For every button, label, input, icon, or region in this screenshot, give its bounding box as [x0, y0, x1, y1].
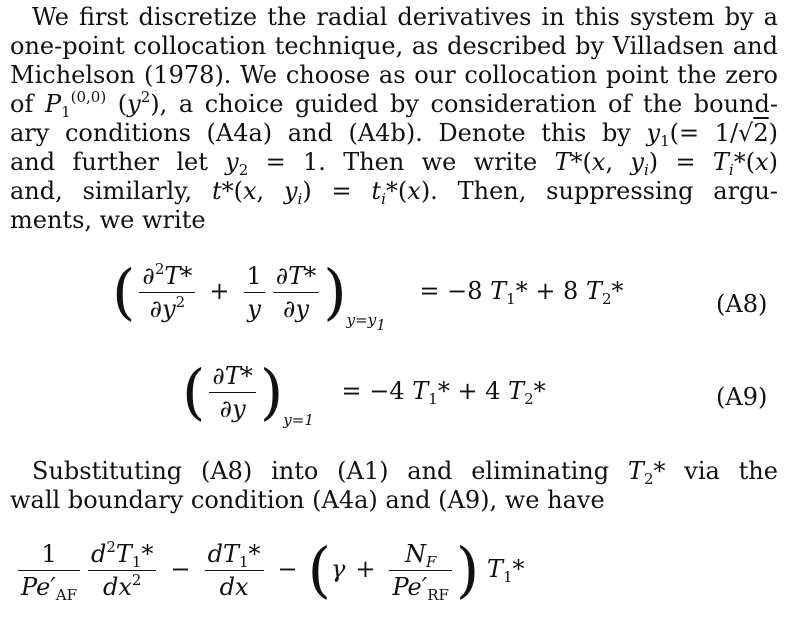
equation-a8: ( $\frac{\partial^2T*}{\partial y^2}$ + $\frac{1}{y}$ $\frac{\partial T*}{\partial y}$ )$_{y=y_1} = -8$ $T_1* + 8$ $T_2*$	[112, 257, 624, 334]
paragraph-substitution	[10, 457, 778, 515]
text-line: of $P_1^{(0,0)}$ $(y^2)$, a choice guided by consideration of the bound-	[10, 88, 778, 121]
equation-a9: ( $\frac{\partial T*}{\partial y}$ )$_{y=1} = -4$ $T_1* + 4$ $T_2*$	[182, 357, 546, 429]
text-line: ments, we write	[10, 206, 206, 234]
text-line: Michelson (1978). We choose as our collocation point the zero	[10, 61, 778, 89]
equation-final: $\frac{1}{Pe'_{AF}}$ $\frac{d^2T_1*}{dx^2}$ − $\frac{dT_1*}{dx}$ − (γ + $\frac{N_F}{Pe'_{RF}}$ ) $T_1*$	[14, 540, 525, 601]
text-line: one-point collocation technique, as described by Villadsen and	[10, 32, 778, 60]
text-line: We first discretize the radial derivatives in this system by a	[32, 3, 778, 31]
paragraph-collocation	[10, 3, 778, 235]
equation-a8-rhs: = −8 $T_1* + 8$ $T_2*$	[419, 277, 624, 308]
equation-a9-rhs: = −4 $T_1* + 4$ $T_2*$	[341, 377, 546, 408]
equation-a8-tag: (A8)	[716, 290, 768, 318]
text-line: and further let $y_2 = 1$. Then we write T*(x, $y_i) = T_i*(x)$	[10, 148, 778, 179]
text-line: ary conditions (A4a) and (A4b). Denote this by $y_1(= 1/√2)$	[10, 119, 778, 150]
equation-a9-tag: (A9)	[716, 383, 768, 411]
text-line: and, similarly, t*(x, $y_i) = t_i*(x)$. Then, suppressing argu-	[10, 177, 778, 208]
text-line: Substituting (A8) into (A1) and eliminating $T_2*$ via the	[32, 457, 778, 488]
text-line: wall boundary condition (A4a) and (A9), we have	[10, 486, 605, 514]
